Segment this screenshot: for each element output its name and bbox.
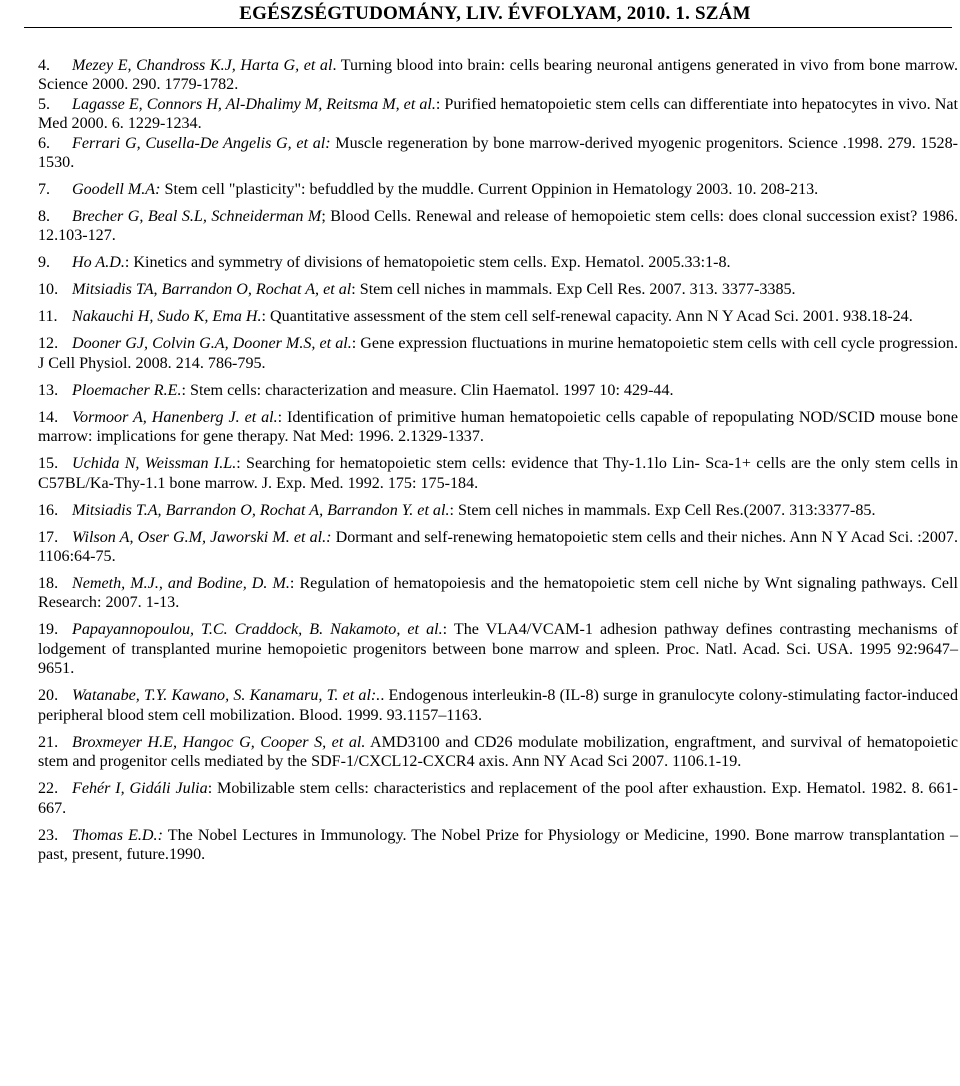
reference-text: : The VLA4/VCAM-1 adhesion pathway defines contrasting mechanisms of lodgement of transplanted murine hemopoietic progenitors between bone marrow and spleen. Proc. Natl. Acad. Sci. USA. 1995 92:9647–9651. (38, 621, 958, 678)
reference-number: 13. (38, 381, 59, 399)
reference-text: : Kinetics and symmetry of divisions of hematopoietic stem cells. Exp. Hematol. 2005.33:1-8. (124, 254, 731, 272)
reference-item (38, 280, 958, 299)
reference-number: 22. (38, 780, 59, 798)
reference-item (38, 307, 958, 326)
reference-item (38, 826, 958, 865)
reference-authors: Fehér I, Gidáli Julia (72, 780, 208, 798)
reference-authors: Ploemacher R.E. (72, 381, 182, 399)
reference-text: : Quantitative assessment of the stem cell self-renewal capacity. Ann N Y Acad Sci. 2001. 938.18-24. (261, 308, 913, 326)
reference-item (38, 733, 958, 772)
running-header (0, 0, 960, 28)
reference-item (38, 686, 958, 725)
reference-text: : Stem cell niches in mammals. Exp Cell Res.(2007. 313:3377-85. (449, 501, 876, 519)
reference-authors: Mezey E, Chandross K.J, Harta G, et al (72, 57, 333, 74)
reference-text: ; Blood Cells. Renewal and release of hemopoietic stem cells: does clonal succession exist? 1986. 12.103-127. (38, 208, 958, 245)
reference-number: 10. (38, 281, 59, 299)
reference-number: 8. (38, 208, 51, 226)
journal-title: EGÉSZSÉGTUDOMÁNY, LIV. ÉVFOLYAM, 2010. 1. SZÁM (239, 3, 751, 24)
reference-number: 20. (38, 687, 59, 705)
reference-text: : Stem cells: characterization and measure. Clin Haematol. 1997 10: 429-44. (181, 381, 674, 399)
reference-list (38, 56, 958, 872)
reference-number: 12. (38, 335, 59, 353)
reference-authors: Brecher G, Beal S.L, Schneiderman M (72, 208, 322, 226)
reference-authors: Ferrari G, Cusella-De Angelis G, et al: (72, 134, 331, 152)
reference-authors: Mitsiadis TA, Barrandon O, Rochat A, et al (72, 281, 352, 299)
reference-number: 11. (38, 308, 58, 326)
reference-authors: Wilson A, Oser G.M, Jaworski M. et al.: (72, 528, 332, 546)
reference-item (38, 574, 958, 613)
reference-item (38, 253, 958, 272)
reference-item (38, 381, 958, 400)
reference-authors: Goodell M.A: (72, 181, 161, 199)
reference-item (38, 56, 958, 95)
reference-item (38, 134, 958, 173)
reference-text: . Endogenous interleukin-8 (IL-8) surge in granulocyte colony-stimulating factor-induced peripheral blood stem cell mobilization. Blood. 1999. 93.1157–1163. (38, 687, 959, 724)
reference-item (38, 334, 958, 373)
reference-number: 23. (38, 826, 59, 844)
reference-number: 19. (38, 621, 59, 639)
reference-text: The Nobel Lectures in Immunology. The Nobel Prize for Physiology or Medicine, 1990. Bone marrow transplantation – past, present, future.1990. (38, 826, 958, 863)
reference-authors: Thomas E.D.: (72, 826, 163, 844)
reference-item (38, 207, 958, 246)
reference-text: : Stem cell niches in mammals. Exp Cell Res. 2007. 313. 3377-3385. (351, 281, 796, 299)
reference-text: Stem cell "plasticity": befuddled by the muddle. Current Oppinion in Hematology 2003. 10. 208-213. (160, 181, 819, 199)
reference-text: : Searching for hematopoietic stem cells: evidence that Thy-1.1lo Lin- Sca-1+ cells are the only stem cells in C57BL/Ka-Thy-1.1 bone marrow. J. Exp. Med. 1992. 175: 175-184. (38, 455, 958, 492)
reference-number: 4. (38, 57, 51, 74)
reference-authors: Lagasse E, Connors H, Al-Dhalimy M, Reitsma M, et al. (72, 95, 436, 113)
reference-text: : Mobilizable stem cells: characteristics and replacement of the pool after exhaustion. Exp. Hematol. 1982. 8. 661-667. (38, 780, 958, 817)
reference-authors: Mitsiadis T.A, Barrandon O, Rochat A, Barrandon Y. et al. (72, 501, 450, 519)
reference-authors: Ho A.D. (72, 254, 125, 272)
reference-text: : Purified hematopoietic stem cells can differentiate into hepatocytes in vivo. Nat Med 2000. 6. 1229-1234. (38, 95, 958, 133)
reference-item (38, 95, 958, 134)
reference-number: 14. (38, 408, 59, 426)
header-rule (24, 27, 952, 28)
reference-authors: Vormoor A, Hanenberg J. et al. (72, 408, 278, 426)
reference-number: 6. (38, 134, 51, 152)
reference-number: 18. (38, 575, 59, 593)
reference-authors: Broxmeyer H.E, Hangoc G, Cooper S, et al. (72, 733, 366, 751)
reference-number: 9. (38, 254, 51, 272)
reference-item (38, 779, 958, 818)
reference-authors: Uchida N, Weissman I.L. (72, 455, 237, 473)
reference-number: 5. (38, 95, 51, 113)
reference-item (38, 408, 958, 447)
reference-authors: Nemeth, M.J., and Bodine, D. M. (72, 575, 290, 593)
reference-authors: Papayannopoulou, T.C. Craddock, B. Nakamoto, et al. (72, 621, 443, 639)
reference-item (38, 180, 958, 199)
reference-text: : Gene expression fluctuations in murine hematopoietic stem cells with cell cycle progression. J Cell Physiol. 2008. 214. 786-795. (38, 335, 958, 372)
reference-number: 15. (38, 455, 59, 473)
reference-authors: Watanabe, T.Y. Kawano, S. Kanamaru, T. et al:. (72, 687, 381, 705)
reference-item (38, 620, 958, 678)
reference-text: . Turning blood into brain: cells bearing neuronal antigens generated in vivo from bone marrow. Science 2000. 290. 1779-1782. (38, 57, 958, 94)
reference-text: AMD3100 and CD26 modulate mobilization, engraftment, and survival of hematopoietic stem and progenitor cells mediated by the SDF-1/CXCL12-CXCR4 axis. Ann NY Acad Sci 2007. 1106.1-19. (38, 733, 958, 771)
reference-text: : Identification of primitive human hematopoietic cells capable of repopulating NOD/SCID mouse bone marrow: implications for gene therapy. Nat Med: 1996. 2.1329-1337. (38, 408, 958, 446)
reference-item (38, 454, 958, 493)
reference-number: 21. (38, 733, 59, 751)
reference-text: : Regulation of hematopoiesis and the hematopoietic stem cell niche by Wnt signaling pathways. Cell Research: 2007. 1-13. (38, 575, 958, 612)
reference-authors: Dooner GJ, Colvin G.A, Dooner M.S, et al. (72, 335, 352, 353)
reference-text: Muscle regeneration by bone marrow-derived myogenic progenitors. Science .1998. 279. 1528-1530. (38, 134, 958, 172)
reference-item (38, 501, 958, 520)
reference-number: 16. (38, 501, 59, 519)
reference-item (38, 528, 958, 567)
reference-authors: Nakauchi H, Sudo K, Ema H. (72, 308, 262, 326)
reference-number: 17. (38, 528, 59, 546)
reference-number: 7. (38, 181, 51, 199)
reference-text: Dormant and self-renewing hematopoietic stem cells and their niches. Ann N Y Acad Sci. :2007. 1106:64-75. (38, 528, 958, 566)
